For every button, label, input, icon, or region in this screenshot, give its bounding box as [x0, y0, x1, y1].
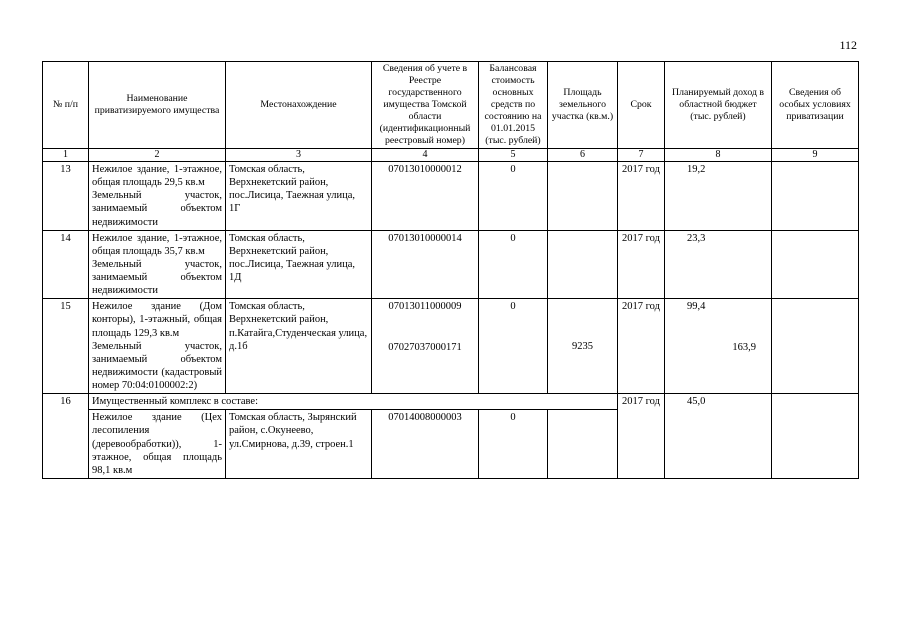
term: 2017 год — [618, 299, 665, 394]
land-plot-name: Земельный участок, занимаемый объектом недвижимости (кадастровый номер 70:04:0100002:2) — [92, 340, 222, 391]
land-area-cell — [548, 299, 618, 394]
special-conditions — [772, 230, 859, 299]
special-conditions — [772, 299, 859, 394]
column-number: 4 — [372, 149, 479, 162]
header-cell: Балансовая стоимость основных средств по состоянию на 01.01.2015 (тыс. рублей) — [479, 62, 548, 149]
planned-income-cell — [665, 299, 772, 394]
column-number: 3 — [226, 149, 372, 162]
header-cell: Местонахождение — [226, 62, 372, 149]
term: 2017 год — [618, 394, 665, 479]
row-number: 13 — [43, 162, 89, 231]
registry-number-land: 07027037000171 — [388, 342, 462, 354]
balance-value: 0 — [479, 410, 548, 479]
land-area — [548, 230, 618, 299]
table-row — [43, 299, 859, 394]
header-cell: Наименование приватизируемого имущества — [89, 62, 226, 149]
property-name: Нежилое здание (Цех лесопиления (деревообработки)), 1-этажное, общая площадь 98,1 кв.м — [89, 410, 226, 479]
location: Томская область, Верхнекетский район, п.Катайга,Студенческая улица, д.1б — [226, 299, 372, 394]
table-row — [43, 230, 859, 299]
location: Томская область, Зырянский район, с.Окунеево, ул.Смирнова, д.39, строен.1 — [226, 410, 372, 479]
table-row — [43, 162, 859, 231]
property-name-cell — [89, 162, 226, 231]
header-cell: Сведения об особых условиях приватизации — [772, 62, 859, 149]
row-number: 15 — [43, 299, 89, 394]
land-area — [548, 162, 618, 231]
column-number: 5 — [479, 149, 548, 162]
column-number: 7 — [618, 149, 665, 162]
property-name-cell — [89, 299, 226, 394]
header-cell: № п/п — [43, 62, 89, 149]
header-cell: Сведения об учете в Реестре государственного имущества Томской области (идентификационный реестровый номер) — [372, 62, 479, 149]
privatization-table — [42, 61, 859, 479]
land-area: 9235 — [572, 341, 593, 353]
special-conditions — [772, 394, 859, 479]
balance-value: 0 — [479, 162, 548, 231]
registry-number: 07013010000014 — [372, 230, 479, 299]
land-area — [548, 410, 618, 479]
column-number: 2 — [89, 149, 226, 162]
balance-value: 0 — [479, 299, 548, 394]
registry-number: 07013010000012 — [372, 162, 479, 231]
table-row — [43, 394, 859, 410]
special-conditions — [772, 162, 859, 231]
land-plot-name: Земельный участок, занимаемый объектом недвижимости — [92, 258, 222, 297]
location: Томская область, Верхнекетский район, пос.Лисица, Таежная улица, 1Д — [226, 230, 372, 299]
header-cell: Планируемый доход в областной бюджет (тыс. рублей) — [665, 62, 772, 149]
registry-number-cell — [372, 299, 479, 394]
planned-income: 45,0 — [665, 394, 772, 479]
complex-title: Имущественный комплекс в составе: — [89, 394, 618, 410]
header-cell: Площадь земельного участка (кв.м.) — [548, 62, 618, 149]
row-number: 16 — [43, 394, 89, 479]
property-name: Нежилое здание (Дом конторы), 1-этажный, общая площадь 129,3 кв.м — [92, 301, 222, 339]
header-row — [43, 62, 859, 149]
property-name: Нежилое здание, 1-этажное, общая площадь 35,7 кв.м — [92, 232, 222, 257]
page-number: 112 — [839, 38, 857, 52]
planned-income-land: 163,9 — [732, 342, 756, 354]
planned-income: 19,2 — [665, 162, 772, 231]
balance-value: 0 — [479, 230, 548, 299]
location: Томская область, Верхнекетский район, пос.Лисица, Таежная улица, 1Г — [226, 162, 372, 231]
planned-income: 23,3 — [665, 230, 772, 299]
registry-number: 07013011000009 — [388, 301, 462, 313]
property-name: Нежилое здание, 1-этажное, общая площадь 29,5 кв.м — [92, 164, 222, 189]
term: 2017 год — [618, 230, 665, 299]
column-number: 6 — [548, 149, 618, 162]
planned-income: 99,4 — [687, 301, 706, 313]
registry-number: 07014008000003 — [372, 410, 479, 479]
land-plot-name: Земельный участок, занимаемый объектом недвижимости — [92, 190, 222, 228]
property-name-cell — [89, 230, 226, 299]
term: 2017 год — [618, 162, 665, 231]
header-cell: Срок — [618, 62, 665, 149]
column-number: 9 — [772, 149, 859, 162]
row-number: 14 — [43, 230, 89, 299]
column-number: 1 — [43, 149, 89, 162]
column-number: 8 — [665, 149, 772, 162]
column-number-row — [43, 149, 859, 162]
